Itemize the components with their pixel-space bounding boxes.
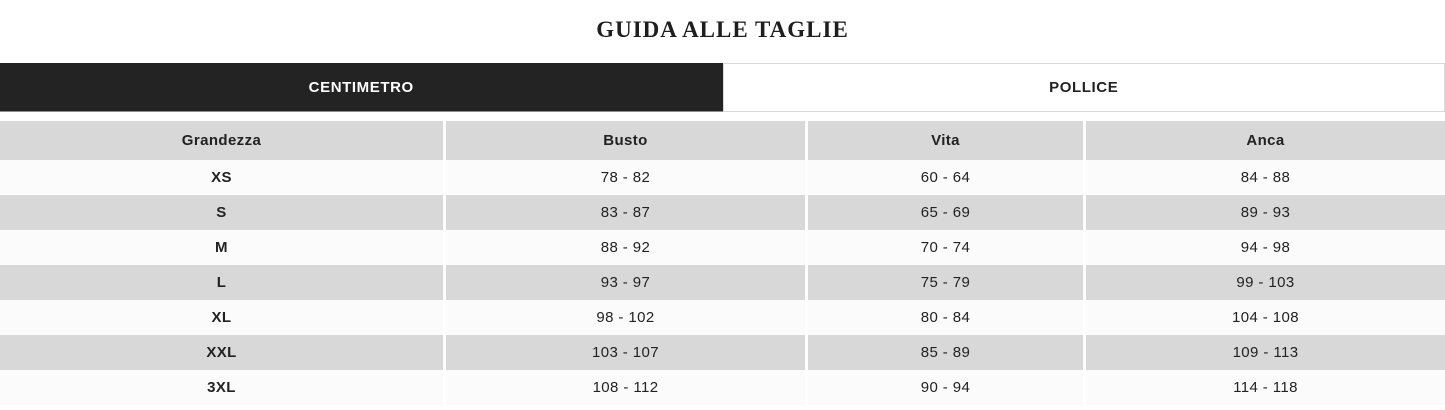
- table-row-xxl: [0, 335, 1445, 370]
- tab-pollice[interactable]: [723, 63, 1445, 112]
- size-label: 3XL: [0, 370, 443, 405]
- anca-value: 89 - 93: [1086, 195, 1445, 230]
- size-label: XS: [0, 160, 443, 195]
- busto-value: 108 - 112: [446, 370, 805, 405]
- vita-value: 70 - 74: [808, 230, 1083, 265]
- anca-value: 109 - 113: [1086, 335, 1445, 370]
- table-row-xs: [0, 160, 1445, 195]
- tab-centimetro[interactable]: [0, 63, 723, 112]
- unit-tabs: [0, 63, 1445, 112]
- table-row-xl: [0, 300, 1445, 335]
- busto-value: 98 - 102: [446, 300, 805, 335]
- page-title: GUIDA ALLE TAGLIE: [596, 17, 849, 42]
- vita-value: 85 - 89: [808, 335, 1083, 370]
- tab-centimetro-label: CENTIMETRO: [308, 78, 414, 96]
- busto-value: 78 - 82: [446, 160, 805, 195]
- column-header-vita: Vita: [808, 121, 1083, 160]
- tab-pollice-label: POLLICE: [1049, 79, 1119, 96]
- vita-value: 60 - 64: [808, 160, 1083, 195]
- column-header-busto: Busto: [446, 121, 805, 160]
- vita-value: 90 - 94: [808, 370, 1083, 405]
- column-header-anca: Anca: [1086, 121, 1445, 160]
- table-row-3xl: [0, 370, 1445, 405]
- anca-value: 104 - 108: [1086, 300, 1445, 335]
- column-header-grandezza: Grandezza: [0, 121, 443, 160]
- vita-value: 65 - 69: [808, 195, 1083, 230]
- size-label: XL: [0, 300, 443, 335]
- busto-value: 103 - 107: [446, 335, 805, 370]
- busto-value: 88 - 92: [446, 230, 805, 265]
- busto-value: 93 - 97: [446, 265, 805, 300]
- size-label: XXL: [0, 335, 443, 370]
- vita-value: 75 - 79: [808, 265, 1083, 300]
- size-label: S: [0, 195, 443, 230]
- table-row-m: [0, 230, 1445, 265]
- size-table: [0, 121, 1445, 405]
- anca-value: 94 - 98: [1086, 230, 1445, 265]
- vita-value: 80 - 84: [808, 300, 1083, 335]
- table-header-row: [0, 121, 1445, 160]
- table-row-l: [0, 265, 1445, 300]
- anca-value: 99 - 103: [1086, 265, 1445, 300]
- table-body: [0, 160, 1445, 405]
- anca-value: 84 - 88: [1086, 160, 1445, 195]
- size-label: L: [0, 265, 443, 300]
- table-row-s: [0, 195, 1445, 230]
- anca-value: 114 - 118: [1086, 370, 1445, 405]
- size-label: M: [0, 230, 443, 265]
- busto-value: 83 - 87: [446, 195, 805, 230]
